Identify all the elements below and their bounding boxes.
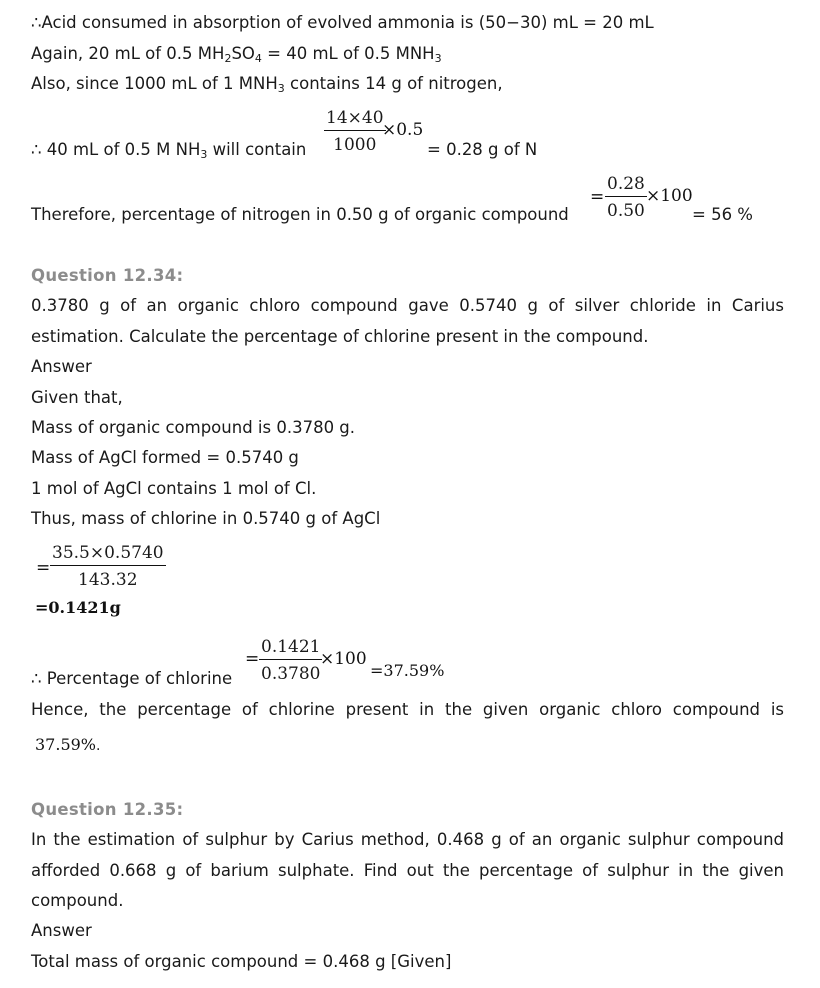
- mass-chlorine-line: Thus, mass of chlorine in 0.5740 g of AgCl: [31, 509, 381, 528]
- equals-sign: =: [245, 649, 260, 669]
- multiplier: ×100: [320, 649, 367, 669]
- answer-label: Answer: [31, 357, 92, 376]
- question-heading: Question 12.34:: [31, 266, 184, 285]
- acid-consumed-line: ∴Acid consumed in absorption of evolved ammonia is (50−30) mL = 20 mL: [31, 13, 654, 32]
- chlorine-mass-result: =0.1421g: [35, 598, 121, 617]
- question-text-line: In the estimation of sulphur by Carius method, 0.468 g of an organic sulphur compound: [31, 830, 784, 849]
- fraction-denominator: 0.50: [607, 201, 645, 221]
- question-text-line: compound.: [31, 891, 124, 910]
- therefore-line: Therefore, percentage of nitrogen in 0.50 g of organic compound: [31, 205, 569, 224]
- nitrogen-result: = 0.28 g of N: [427, 140, 538, 159]
- also-line: Also, since 1000 mL of 1 $MNH_3$ contains 14 g of nitrogen,: [31, 74, 503, 95]
- nitrogen-percentage-result: = 56 %: [692, 205, 753, 224]
- given-line: Given that,: [31, 388, 123, 407]
- mass-compound-line: Mass of organic compound is 0.3780 g.: [31, 418, 356, 437]
- fraction-numerator: 0.28: [605, 174, 647, 197]
- fraction-denominator: 1000: [333, 135, 377, 155]
- mol-agcl-line: 1 mol of AgCl contains 1 mol of Cl.: [31, 479, 317, 498]
- fraction-denominator: 0.3780: [261, 664, 321, 684]
- multiplier: ×100: [646, 186, 693, 206]
- chlorine-percentage-result: =37.59%: [370, 661, 445, 680]
- answer-label: Answer: [31, 921, 92, 940]
- chlorine-mass-fraction: [50, 543, 166, 590]
- percentage-fraction: [605, 174, 647, 221]
- nitrogen-fraction: [324, 108, 386, 155]
- nh3-contain-line: ∴ 40 mL of 0.5 M $NH_3$ will contain: [31, 140, 307, 161]
- fraction-numerator: 35.5×0.5740: [50, 543, 166, 566]
- question-text-line: 0.3780 g of an organic chloro compound gave 0.5740 g of silver chloride in Carius: [31, 296, 784, 315]
- chlorine-percentage-fraction: [259, 637, 322, 684]
- mass-agcl-line: Mass of AgCl formed = 0.5740 g: [31, 448, 299, 467]
- question-text-line: afforded 0.668 g of barium sulphate. Find out the percentage of sulphur in the given: [31, 861, 784, 880]
- final-answer: 37.59%.: [35, 735, 101, 754]
- again-line: Again, 20 mL of 0.5 $MH_2SO_4 = 40$ mL of 0.5 $MNH_3$: [31, 44, 442, 65]
- hence-line: Hence, the percentage of chlorine present in the given organic chloro compound is: [31, 700, 784, 719]
- percentage-chlorine-label: ∴ Percentage of chlorine: [31, 669, 233, 688]
- question-text-line: estimation. Calculate the percentage of chlorine present in the compound.: [31, 327, 649, 346]
- fraction-denominator: 143.32: [78, 570, 138, 590]
- question-heading: Question 12.35:: [31, 800, 184, 819]
- fraction-numerator: 0.1421: [259, 637, 322, 660]
- equals-sign: =: [590, 187, 605, 207]
- total-mass-line: Total mass of organic compound = 0.468 g [Given]: [31, 952, 452, 971]
- equals-sign: =: [36, 558, 51, 578]
- fraction-numerator: 14×40: [324, 108, 386, 131]
- multiplier: ×0.5: [382, 120, 424, 140]
